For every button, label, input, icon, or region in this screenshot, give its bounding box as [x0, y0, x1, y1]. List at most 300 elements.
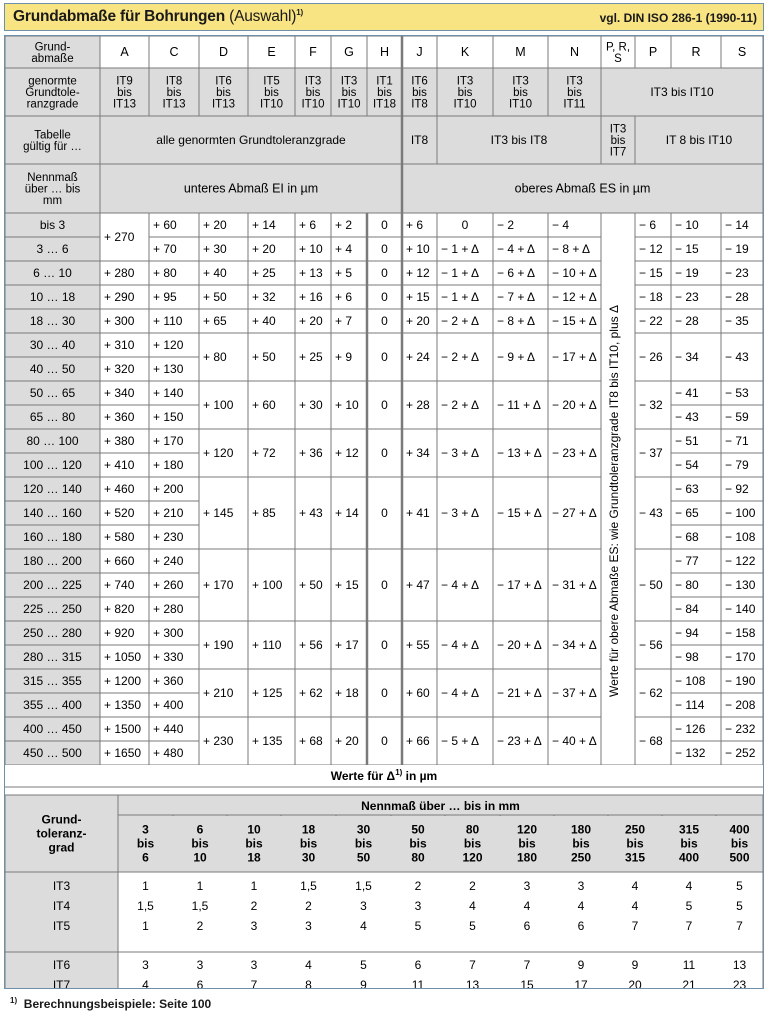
- delta-range-2-line-1: bis: [245, 836, 263, 851]
- delta-range-11-line-0: 400: [729, 822, 750, 837]
- range-label-15: 200 … 225: [23, 578, 82, 592]
- grade-range-2-line-2: IT13: [211, 98, 236, 111]
- c-value-15: + 260: [153, 578, 184, 592]
- delta-value-it5-0: 1: [142, 919, 149, 933]
- a-value-8: + 380: [104, 434, 135, 448]
- valid-all-grades: alle genormten Grundtoleranzgrade: [156, 133, 346, 147]
- n-value-4: − 15 + Δ: [552, 314, 597, 328]
- range-label-7: 50 … 65: [29, 386, 76, 400]
- grade-range-5-line-0: IT3: [340, 75, 358, 88]
- delta-range-3-line-2: 30: [301, 850, 316, 865]
- g-value-6: + 10: [335, 398, 359, 412]
- delta-range-1-line-0: 6: [196, 822, 204, 837]
- delta-value-it6-5: 6: [414, 958, 422, 972]
- col-letter-prs-line-0: P, R,: [605, 41, 631, 54]
- delta-range-9-line-2: 315: [624, 850, 646, 865]
- k-value-10: − 4 + Δ: [441, 638, 480, 652]
- delta-value-it4-10: 5: [685, 899, 693, 913]
- m-value-1: − 4 + Δ: [497, 242, 536, 256]
- delta-value-it4-5: 3: [414, 899, 422, 913]
- delta-value-it7-3: 8: [305, 978, 312, 988]
- s-value-15: − 140: [725, 602, 756, 616]
- r-value-5: − 34: [675, 350, 699, 364]
- a-value-14: + 740: [104, 578, 135, 592]
- p-value-1: − 12: [639, 242, 663, 256]
- title-bar: [4, 3, 764, 31]
- upper-deviation-label: oberes Abmaß ES in µm: [514, 181, 651, 196]
- r-value-6: − 41: [675, 386, 699, 400]
- r-value-1: − 15: [675, 242, 699, 256]
- label-grades-line-2: ranzgrade: [26, 98, 79, 111]
- h-value-2: 0: [381, 266, 388, 280]
- valid-prs-line-1: bis: [610, 135, 626, 147]
- delta-value-it6-9: 9: [631, 958, 639, 972]
- p-value-12: − 68: [639, 734, 663, 748]
- g-value-4: + 7: [335, 314, 353, 328]
- delta-value-it5-9: 7: [631, 919, 639, 933]
- delta-value-it5-11: 7: [736, 919, 743, 933]
- n-value-11: − 37 + Δ: [552, 686, 597, 700]
- s-value-0: − 14: [725, 218, 749, 232]
- grade-range-6-line-0: IT1: [376, 75, 393, 88]
- s-value-2: − 23: [725, 266, 749, 280]
- g-value-3: + 6: [335, 290, 353, 304]
- delta-range-2-line-2: 18: [247, 850, 261, 865]
- delta-range-5-line-1: bis: [409, 836, 427, 851]
- j-value-12: + 66: [406, 734, 430, 748]
- h-value-5: 0: [381, 350, 388, 364]
- h-value-11: 0: [381, 686, 388, 700]
- n-value-2: − 10 + Δ: [552, 266, 597, 280]
- delta-range-9-line-0: 250: [624, 822, 646, 837]
- a-value-12: + 580: [104, 530, 135, 544]
- grade-range-1-line-0: IT8: [165, 75, 183, 88]
- g-value-2: + 5: [335, 266, 353, 280]
- delta-value-it7-8: 17: [574, 978, 588, 988]
- n-value-6: − 20 + Δ: [552, 398, 597, 412]
- m-value-0: − 2: [497, 218, 515, 232]
- delta-value-it5-1: 2: [196, 919, 204, 933]
- k-value-6: − 2 + Δ: [441, 398, 480, 412]
- p-value-5: − 26: [639, 350, 663, 364]
- grade-range-10-line-0: IT3: [566, 75, 583, 88]
- grade-range-10-line-2: IT11: [563, 98, 586, 111]
- s-value-16: − 158: [725, 626, 756, 640]
- h-value-8: 0: [381, 506, 388, 520]
- d-value-4: + 65: [203, 314, 227, 328]
- grade-range-1-line-2: IT13: [162, 98, 186, 111]
- grade-range-0-line-2: IT13: [112, 98, 137, 111]
- grade-range-0-line-1: bis: [117, 87, 132, 99]
- range-label-6: 40 … 50: [29, 362, 76, 376]
- delta-title-unit: in µm: [402, 769, 438, 783]
- c-value-11: + 200: [153, 482, 184, 496]
- a-value-19: + 1350: [104, 698, 142, 712]
- s-value-14: − 130: [725, 578, 756, 592]
- h-value-10: 0: [381, 638, 388, 652]
- r-value-14: − 80: [675, 578, 699, 592]
- g-value-5: + 9: [335, 350, 353, 364]
- e-value-10: + 110: [252, 638, 282, 652]
- n-value-1: − 8 + Δ: [552, 242, 591, 256]
- delta-value-it3-1: 1: [196, 879, 204, 893]
- p-value-11: − 62: [639, 686, 663, 700]
- h-value-9: 0: [381, 578, 388, 592]
- f-value-4: + 20: [299, 314, 323, 328]
- c-value-17: + 300: [153, 626, 184, 640]
- d-value-6: + 100: [203, 398, 234, 412]
- range-label-3: 10 … 18: [29, 290, 76, 304]
- grade-range-prs: IT3 bis IT10: [650, 85, 714, 99]
- h-value-4: 0: [381, 314, 388, 328]
- footnote: [10, 997, 211, 1011]
- e-value-5: + 50: [252, 350, 276, 364]
- m-value-2: − 6 + Δ: [497, 266, 536, 280]
- delta-value-it6-8: 9: [577, 958, 585, 972]
- m-value-9: − 17 + Δ: [497, 578, 542, 592]
- c-value-2: + 80: [153, 266, 177, 280]
- c-value-14: + 240: [153, 554, 184, 568]
- page-title: [13, 8, 303, 26]
- d-value-11: + 210: [203, 686, 234, 700]
- delta-title: Werte für $\Delta^{1)}$ in µm: [330, 768, 438, 783]
- j-value-6: + 28: [406, 398, 430, 412]
- footnote-text: Berechnungsbeispiele: Seite 100: [23, 997, 212, 1011]
- j-value-2: + 12: [406, 266, 430, 280]
- delta-value-it6-0: 3: [142, 958, 149, 972]
- c-value-21: + 440: [153, 722, 184, 736]
- grade-range-8-line-0: IT3: [456, 75, 474, 88]
- delta-value-it5-5: 5: [414, 919, 422, 933]
- range-label-14: 180 … 200: [23, 554, 82, 568]
- r-value-2: − 19: [675, 266, 699, 280]
- label-nennmass-line-2: mm: [42, 195, 63, 207]
- grade-range-7-line-0: IT6: [411, 75, 428, 88]
- delta-value-it3-8: 3: [577, 879, 585, 893]
- delta-value-it4-4: 3: [360, 899, 367, 913]
- range-label-10: 100 … 120: [23, 458, 82, 472]
- m-value-5: − 9 + Δ: [497, 350, 536, 364]
- delta-range-6-line-0: 80: [465, 822, 480, 837]
- a-value-13: + 660: [104, 554, 135, 568]
- r-value-21: − 132: [675, 746, 706, 760]
- delta-range-4-line-2: 50: [356, 850, 371, 865]
- delta-value-it6-4: 5: [360, 958, 367, 972]
- delta-range-6-line-2: 120: [462, 850, 483, 865]
- grade-range-9-line-0: IT3: [512, 75, 529, 88]
- j-value-1: + 10: [406, 242, 430, 256]
- delta-nenn-header: Nennmaß über … bis in mm: [361, 799, 520, 813]
- delta-value-it7-0: 4: [142, 978, 149, 988]
- delta-grade-header-line-1: toleranz-: [36, 826, 87, 841]
- delta-range-7-line-1: bis: [518, 836, 536, 851]
- d-value-10: + 190: [203, 638, 234, 652]
- range-label-19: 315 … 355: [23, 674, 82, 688]
- r-value-4: − 28: [675, 314, 699, 328]
- delta-value-it5-8: 6: [577, 919, 585, 933]
- delta-value-it3-3: 1,5: [300, 879, 317, 893]
- delta-value-it5-10: 7: [685, 919, 693, 933]
- m-value-7: − 13 + Δ: [497, 446, 542, 460]
- a-value-5: + 320: [104, 362, 135, 376]
- tolerance-table-svg: [5, 36, 763, 988]
- valid-prs-line-2: IT7: [609, 146, 627, 159]
- s-value-20: − 232: [725, 722, 756, 736]
- e-value-3: + 32: [252, 290, 276, 304]
- label-valid-line-0: Tabelle: [34, 129, 71, 142]
- c-value-18: + 330: [153, 650, 184, 664]
- n-value-7: − 23 + Δ: [552, 446, 597, 460]
- grade-range-8-line-2: IT10: [453, 98, 477, 111]
- label-nennmass-line-1: über … bis: [24, 183, 81, 196]
- n-value-5: − 17 + Δ: [552, 350, 597, 364]
- r-value-13: − 77: [675, 554, 699, 568]
- range-label-1: 3 … 6: [36, 242, 69, 256]
- delta-range-5-line-0: 50: [411, 822, 425, 837]
- range-label-0: bis 3: [39, 218, 66, 232]
- n-value-12: − 40 + Δ: [552, 734, 597, 748]
- col-letter-c: C: [169, 45, 179, 59]
- s-value-7: − 59: [725, 410, 749, 424]
- grade-range-1-line-1: bis: [166, 87, 182, 99]
- range-label-18: 280 … 315: [23, 650, 82, 664]
- delta-grade-it3: IT3: [52, 879, 71, 893]
- c-value-8: + 150: [153, 410, 184, 424]
- k-value-8: − 3 + Δ: [441, 506, 480, 520]
- n-value-8: − 27 + Δ: [552, 506, 597, 520]
- range-label-21: 400 … 450: [23, 722, 82, 736]
- range-label-12: 140 … 160: [23, 506, 82, 520]
- delta-value-it6-7: 7: [523, 958, 531, 972]
- p-value-3: − 18: [639, 290, 663, 304]
- n-value-3: − 12 + Δ: [552, 290, 597, 304]
- grade-range-2-line-1: bis: [216, 87, 231, 99]
- label-nennmass-line-0: Nennmaß: [27, 172, 78, 184]
- col-letter-prs-line-1: S: [614, 52, 622, 65]
- range-label-2: 6 … 10: [33, 266, 72, 280]
- g-value-11: + 18: [335, 686, 359, 700]
- p-value-6: − 32: [639, 398, 663, 412]
- m-value-4: − 8 + Δ: [497, 314, 536, 328]
- r-value-10: − 63: [675, 482, 699, 496]
- grade-range-3-line-1: bis: [264, 87, 279, 99]
- r-value-17: − 98: [675, 650, 699, 664]
- e-value-0: + 14: [252, 218, 276, 232]
- col-letter-m: M: [515, 45, 526, 59]
- c-value-12: + 210: [153, 506, 184, 520]
- f-value-11: + 62: [299, 686, 323, 700]
- range-label-11: 120 … 140: [23, 482, 82, 496]
- r-value-15: − 84: [675, 602, 699, 616]
- h-value-7: 0: [381, 446, 388, 460]
- grade-range-2-line-0: IT6: [215, 75, 232, 88]
- delta-value-it5-6: 5: [469, 919, 476, 933]
- s-value-21: − 252: [725, 746, 756, 760]
- grade-range-4-line-0: IT3: [304, 75, 322, 88]
- s-value-13: − 122: [725, 554, 756, 568]
- s-value-8: − 71: [725, 434, 749, 448]
- delta-range-2-line-0: 10: [247, 822, 261, 837]
- f-value-3: + 16: [299, 290, 323, 304]
- delta-value-it6-10: 11: [682, 958, 696, 972]
- g-value-12: + 20: [335, 734, 359, 748]
- valid-j: IT8: [410, 133, 429, 147]
- k-value-4: − 2 + Δ: [441, 314, 480, 328]
- j-value-10: + 55: [406, 638, 430, 652]
- delta-value-it6-11: 13: [732, 958, 747, 972]
- grade-range-6-line-1: bis: [377, 87, 392, 99]
- j-value-0: + 6: [406, 218, 424, 232]
- e-value-2: + 25: [252, 266, 276, 280]
- delta-value-it5-4: 4: [360, 919, 367, 933]
- r-value-18: − 108: [675, 674, 706, 688]
- delta-value-it4-2: 2: [250, 899, 258, 913]
- label-grundabmasse-line-1: abmaße: [31, 52, 74, 65]
- r-value-9: − 54: [675, 458, 699, 472]
- s-value-9: − 79: [725, 458, 749, 472]
- p-value-4: − 22: [639, 314, 663, 328]
- f-value-9: + 50: [299, 578, 323, 592]
- m-value-10: − 20 + Δ: [497, 638, 542, 652]
- r-value-3: − 23: [675, 290, 699, 304]
- j-value-8: + 41: [406, 506, 430, 520]
- c-value-7: + 140: [153, 386, 184, 400]
- a-value-4: + 310: [104, 338, 135, 352]
- s-value-18: − 190: [725, 674, 756, 688]
- d-value-12: + 230: [203, 734, 234, 748]
- e-value-9: + 100: [252, 578, 283, 592]
- g-value-9: + 15: [335, 578, 359, 592]
- s-value-4: − 35: [725, 314, 749, 328]
- h-value-0: 0: [381, 218, 388, 232]
- delta-value-it7-7: 15: [520, 978, 534, 988]
- r-value-16: − 94: [675, 626, 699, 640]
- col-letter-k: K: [460, 45, 470, 59]
- d-value-3: + 50: [203, 290, 227, 304]
- f-value-2: + 13: [299, 266, 323, 280]
- delta-value-it4-9: 4: [631, 899, 639, 913]
- delta-value-it4-1: 1,5: [191, 899, 209, 913]
- r-value-19: − 114: [675, 698, 705, 712]
- delta-value-it3-9: 4: [631, 879, 639, 893]
- k-value-3: − 1 + Δ: [441, 290, 480, 304]
- a-value-18: + 1200: [104, 674, 142, 688]
- s-value-10: − 92: [725, 482, 749, 496]
- j-value-11: + 60: [406, 686, 430, 700]
- delta-value-it4-3: 2: [305, 899, 312, 913]
- d-value-9: + 170: [203, 578, 234, 592]
- delta-value-it5-3: 3: [305, 919, 312, 933]
- j-value-9: + 47: [406, 578, 430, 592]
- title-subtitle: (Auswahl): [229, 8, 297, 25]
- c-value-6: + 130: [153, 362, 184, 376]
- f-value-1: + 10: [299, 242, 323, 256]
- delta-value-it7-4: 9: [360, 978, 367, 988]
- c-value-13: + 230: [153, 530, 184, 544]
- d-value-2: + 40: [203, 266, 227, 280]
- a-value-15: + 820: [104, 602, 135, 616]
- delta-range-6-line-1: bis: [463, 836, 482, 851]
- r-value-0: − 10: [675, 218, 699, 232]
- delta-value-it7-10: 21: [682, 978, 696, 988]
- n-value-9: − 31 + Δ: [552, 578, 597, 592]
- delta-value-it3-0: 1: [142, 879, 149, 893]
- grade-range-4-line-2: IT10: [301, 98, 325, 111]
- delta-value-it7-5: 11: [411, 978, 425, 988]
- valid-kmn: IT3 bis IT8: [490, 133, 548, 147]
- g-value-8: + 14: [335, 506, 359, 520]
- delta-value-it3-2: 1: [250, 879, 258, 893]
- grade-range-3-line-0: IT5: [263, 75, 280, 88]
- j-value-3: + 15: [406, 290, 430, 304]
- g-value-10: + 17: [335, 638, 359, 652]
- d-value-1: + 30: [203, 242, 227, 256]
- delta-grade-header-line-0: Grund-: [41, 812, 82, 827]
- delta-value-it7-2: 7: [250, 978, 258, 988]
- c-value-22: + 480: [153, 746, 184, 760]
- j-value-7: + 34: [406, 446, 430, 460]
- c-value-4: + 110: [153, 314, 183, 328]
- grade-range-7-line-1: bis: [412, 87, 427, 99]
- r-value-12: − 68: [675, 530, 699, 544]
- k-value-11: − 4 + Δ: [441, 686, 480, 700]
- h-value-12: 0: [381, 734, 388, 748]
- n-value-0: − 4: [552, 218, 570, 232]
- g-value-1: + 4: [335, 242, 353, 256]
- a-value-1: + 280: [104, 266, 135, 280]
- delta-value-it3-10: 4: [685, 879, 693, 893]
- delta-value-it3-7: 3: [523, 879, 531, 893]
- c-value-3: + 95: [153, 290, 177, 304]
- delta-value-it3-4: 1,5: [355, 879, 372, 893]
- delta-value-it5-7: 6: [523, 919, 531, 933]
- f-value-5: + 25: [299, 350, 323, 364]
- e-value-1: + 20: [252, 242, 276, 256]
- grade-range-8-line-1: bis: [457, 87, 473, 99]
- col-letter-r: R: [691, 45, 701, 59]
- p-value-7: − 37: [639, 446, 663, 460]
- range-label-5: 30 … 40: [29, 338, 76, 352]
- c-value-20: + 400: [153, 698, 184, 712]
- col-letter-a: A: [120, 45, 129, 59]
- grade-range-3-line-2: IT10: [259, 98, 284, 111]
- col-letter-s: S: [737, 45, 747, 59]
- k-value-0: 0: [461, 218, 469, 232]
- d-value-7: + 120: [203, 446, 234, 460]
- s-value-3: − 28: [725, 290, 749, 304]
- c-value-19: + 360: [153, 674, 184, 688]
- delta-value-it3-6: 2: [469, 879, 476, 893]
- a-value-9: + 410: [104, 458, 135, 472]
- p-value-8: − 43: [639, 506, 663, 520]
- p-value-2: − 15: [639, 266, 663, 280]
- d-value-0: + 20: [203, 218, 227, 232]
- range-label-13: 160 … 180: [23, 530, 82, 544]
- a-value-7: + 360: [104, 410, 135, 424]
- delta-value-it7-9: 20: [628, 978, 642, 988]
- c-value-10: + 180: [153, 458, 184, 472]
- range-label-9: 80 … 100: [26, 434, 79, 448]
- delta-range-1-line-2: 10: [193, 850, 207, 865]
- tolerance-table: [4, 35, 764, 989]
- a-value-6: + 340: [104, 386, 135, 400]
- delta-range-4-line-1: bis: [354, 836, 373, 851]
- m-value-12: − 23 + Δ: [497, 734, 542, 748]
- delta-range-3-line-0: 18: [301, 822, 316, 837]
- delta-range-10-line-1: bis: [680, 836, 698, 851]
- footnote-mark: 1): [10, 996, 18, 1005]
- grade-range-9-line-1: bis: [513, 87, 528, 99]
